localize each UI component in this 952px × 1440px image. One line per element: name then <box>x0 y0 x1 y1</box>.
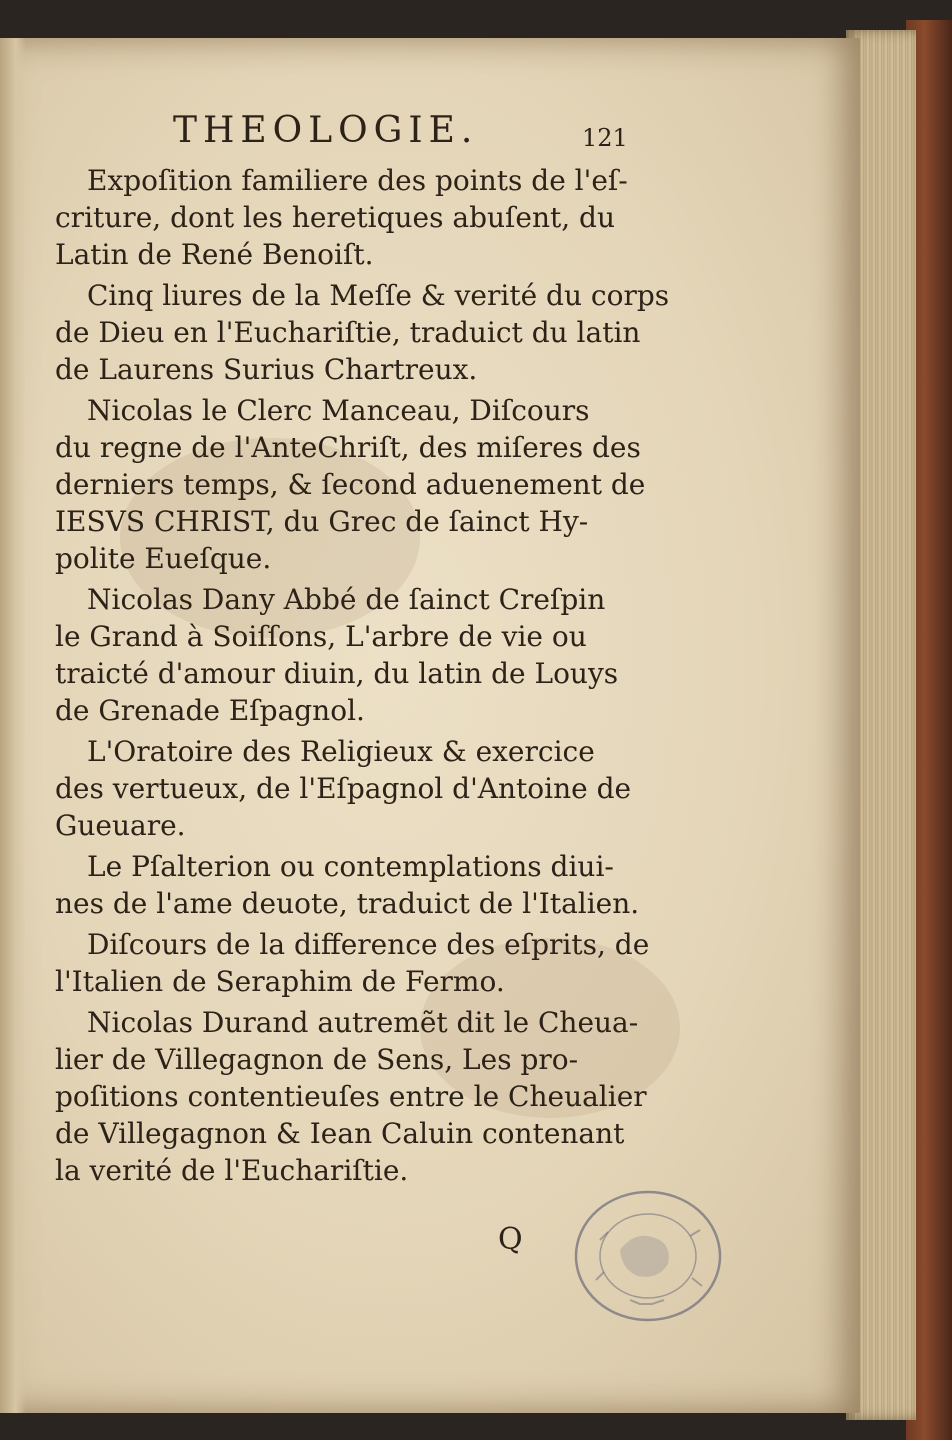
entry-line: de Dieu en l'Euchariſtie, traduict du latin <box>55 316 641 349</box>
entry-line: des vertueux, de l'Eſpagnol d'Antoine de <box>55 772 632 805</box>
entry-line: Nicolas Durand autremẽt dit le Cheua- <box>87 1006 639 1039</box>
entry-line: L'Oratoire des Religieux & exercice <box>87 735 595 768</box>
entry-line: de Villegagnon & Iean Caluin contenant <box>55 1117 625 1150</box>
entry-line: du regne de l'AnteChriſt, des miſeres des <box>55 431 641 464</box>
entry-line: criture, dont les heretiques abuſent, du <box>55 201 616 234</box>
entry-line: Expoſition familiere des points de l'eſ- <box>87 164 628 197</box>
entry-line: Cinq liures de la Meſſe & verité du corps <box>87 279 670 312</box>
entry-line: traicté d'amour diuin, du latin de Louys <box>55 657 619 690</box>
catalog-entry <box>55 277 670 388</box>
entry-line: de Laurens Surius Chartreux. <box>55 353 478 386</box>
catalog-entry <box>55 392 655 577</box>
entry-line: derniers temps, & ſecond aduenement de <box>55 468 646 501</box>
catalog-entry <box>55 1004 655 1189</box>
entries-list <box>55 162 670 1189</box>
page-number: 121 <box>582 124 628 152</box>
entry-line: Nicolas le Clerc Manceau, Diſcours <box>87 394 590 427</box>
catchword: Q <box>498 1222 523 1257</box>
entry-line: la verité de l'Euchariſtie. <box>55 1154 409 1187</box>
page-text <box>55 110 670 1193</box>
entry-line: Latin de René Benoiſt. <box>55 238 374 271</box>
running-head <box>55 112 655 162</box>
entry-line: poſitions contentieuſes entre le Cheualier <box>55 1080 647 1113</box>
entry-line: polite Eueſque. <box>55 542 272 575</box>
page-gutter <box>0 38 26 1413</box>
entry-line: Nicolas Dany Abbé de ſainct Creſpin <box>87 583 606 616</box>
entry-line: Gueuare. <box>55 809 186 842</box>
entry-line: nes de l'ame deuote, traduict de l'Italien. <box>55 887 640 920</box>
catalog-entry <box>55 733 655 844</box>
entry-line: IESVS CHRIST, du Grec de ſainct Hy- <box>55 505 589 538</box>
catalog-entry <box>55 848 655 922</box>
library-stamp-icon <box>560 1180 730 1330</box>
running-title: THEOLOGIE. <box>173 110 479 151</box>
catalog-entry <box>55 162 655 273</box>
entry-line: de Grenade Eſpagnol. <box>55 694 365 727</box>
entry-line: Le Pſalterion ou contemplations diui- <box>87 850 614 883</box>
entry-line: le Grand à Soiſſons, L'arbre de vie ou <box>55 620 587 653</box>
entry-line: lier de Villegagnon de Sens, Les pro- <box>55 1043 579 1076</box>
entry-line: l'Italien de Seraphim de Fermo. <box>55 965 505 998</box>
entry-line: Diſcours de la difference des eſprits, de <box>87 928 650 961</box>
catalog-entry <box>55 581 655 729</box>
catalog-entry <box>55 926 655 1000</box>
